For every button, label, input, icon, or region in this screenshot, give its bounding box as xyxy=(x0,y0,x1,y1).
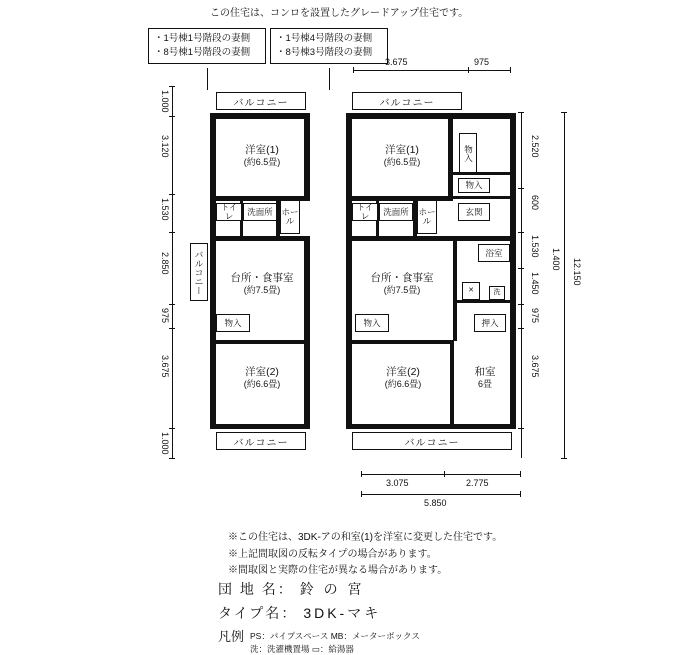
note-3: ※間取図と実際の住宅が異なる場合があります。 xyxy=(228,565,448,576)
dim-left-2: 3.120 xyxy=(160,135,170,158)
note-2: ※上記間取図の反転タイプの場合があります。 xyxy=(228,548,437,560)
dim-bottom-2775: 2.775 xyxy=(466,478,489,488)
dim-bottom-5850: 5.850 xyxy=(424,498,447,508)
dim-right-1400: 1.400 xyxy=(551,248,561,271)
wall-right-entry-n xyxy=(453,196,516,199)
dim-left-chain xyxy=(172,86,173,458)
room-left-kitchen-name: 台所・食事室 xyxy=(230,272,294,284)
room-right-yoshitsu1-name: 洋室(1) xyxy=(385,144,419,156)
room-left-yoshitsu2-size: (約6.6畳) xyxy=(243,379,281,390)
callout-right-line-1: ・1号棟4号階段の妻側 xyxy=(276,33,373,44)
cell-right-hall: ホール xyxy=(417,200,437,234)
cell-right-washer: 洗 xyxy=(489,286,505,300)
cell-right-washroom: 洗面所 xyxy=(379,203,413,221)
room-right-washitsu xyxy=(459,366,511,390)
dim-tick xyxy=(169,304,175,305)
callout-left-line-2: ・8号棟1号階段の妻側 xyxy=(154,46,251,58)
wall-right-bath-s xyxy=(453,300,516,303)
dim-right-2520: 2.520 xyxy=(530,135,540,158)
type-label: タイプ名 xyxy=(218,605,282,622)
dim-bottom-3075: 3.075 xyxy=(386,478,409,488)
wall-left-bottom xyxy=(210,424,310,429)
callout-right xyxy=(270,28,388,64)
dim-tick xyxy=(353,67,354,73)
type-value: 3DK-マキ xyxy=(303,605,382,622)
room-left-yoshitsu1-size: (約6.5畳) xyxy=(243,157,281,168)
wall-right-bottom xyxy=(346,424,516,429)
wall-right-div-2 xyxy=(346,236,516,241)
room-left-yoshitsu1 xyxy=(222,144,302,168)
room-right-yoshitsu1-size: (約6.5畳) xyxy=(383,157,421,168)
cell-right-storage-2: 物入 xyxy=(458,178,490,193)
wall-right-vert-2 xyxy=(450,340,454,428)
dim-tick xyxy=(518,112,524,113)
callout-right-line-2: ・8号棟3号階段の妻側 xyxy=(276,46,373,58)
estate-label: 団 地 名 xyxy=(218,581,278,597)
balcony-top-left: バルコニー xyxy=(216,92,306,110)
dim-left-4: 2.850 xyxy=(160,252,170,275)
legend-line-1: PS：パイプスペース MB：メーターボックス xyxy=(250,630,420,641)
room-right-yoshitsu2-size: (約6.6畳) xyxy=(384,379,422,390)
wall-right-outer-e-2 xyxy=(510,236,516,428)
cell-right-waterheater: ✕ xyxy=(462,282,480,300)
dim-tick xyxy=(169,194,175,195)
wall-right-outer-w2 xyxy=(346,300,352,428)
wall-left-outer-e xyxy=(304,236,310,428)
room-right-kitchen-size: (約7.5畳) xyxy=(383,285,421,296)
callout-left xyxy=(148,28,266,64)
dim-tick xyxy=(561,112,567,113)
dim-tick xyxy=(561,458,567,459)
dim-tick xyxy=(169,116,175,117)
dim-left-6: 3.675 xyxy=(160,355,170,378)
room-right-washitsu-name: 和室 xyxy=(474,366,496,378)
dim-right-1530: 1.530 xyxy=(530,235,540,258)
callout-left-line-1: ・1号棟1号階段の妻側 xyxy=(154,33,251,44)
dim-tick xyxy=(518,268,524,269)
cell-right-entrance: 玄関 xyxy=(458,203,490,221)
dim-tick xyxy=(510,67,511,73)
balcony-bottom-right: バルコニー xyxy=(352,432,512,450)
dim-top-3675: 3.675 xyxy=(385,57,408,67)
dim-top-3675-line xyxy=(353,70,468,71)
room-right-kitchen xyxy=(355,272,449,296)
dim-tick xyxy=(518,328,524,329)
cell-left-washroom: 洗面所 xyxy=(243,203,277,221)
wall-right-bath-w xyxy=(453,241,457,341)
dim-tick xyxy=(169,232,175,233)
cell-right-bath: 浴室 xyxy=(478,244,510,262)
cell-right-storage-3: 物入 xyxy=(355,314,389,332)
room-right-yoshitsu1 xyxy=(358,144,446,168)
wall-left-div-3 xyxy=(210,340,310,344)
dim-tick xyxy=(169,428,175,429)
dim-tick xyxy=(361,491,362,497)
dim-top-975-line xyxy=(468,70,510,71)
room-right-yoshitsu2-name: 洋室(2) xyxy=(386,366,420,378)
cell-right-storage-1: 物入 xyxy=(459,133,477,173)
dim-left-3: 1.530 xyxy=(160,198,170,221)
room-right-washitsu-size: 6畳 xyxy=(477,379,492,390)
dim-bottom-2775-line xyxy=(444,474,520,475)
cell-left-toilet: トイレ xyxy=(216,203,242,221)
dim-bottom-5850-line xyxy=(361,494,520,495)
room-left-kitchen-size: (約7.5畳) xyxy=(243,285,281,296)
room-left-yoshitsu2-name: 洋室(2) xyxy=(245,366,279,378)
note-1: ※この住宅は、3DK-アの和室(1)を洋室に変更した住宅です。 xyxy=(228,532,503,543)
top-note: この住宅は、コンロを設置したグレードアップ住宅です。 xyxy=(210,8,469,19)
wall-left-mid-e xyxy=(304,113,310,201)
balcony-bottom-left: バルコニー xyxy=(216,432,306,450)
dim-bottom-3075-line xyxy=(361,474,444,475)
cell-right-closet: 押入 xyxy=(474,314,506,332)
title-block xyxy=(218,578,420,655)
dim-top-975: 975 xyxy=(474,57,490,67)
dim-tick xyxy=(169,328,175,329)
dim-tick xyxy=(520,491,521,497)
dim-left-5: 975 xyxy=(160,308,170,324)
dim-tick xyxy=(169,458,175,459)
dim-right-12150: 12.150 xyxy=(572,258,582,286)
room-left-yoshitsu2 xyxy=(222,366,302,390)
balcony-side-left: バルコニー xyxy=(190,243,208,301)
wall-right-outer-e-1 xyxy=(510,113,516,243)
dim-left-7: 1.000 xyxy=(160,432,170,455)
dim-tick xyxy=(518,428,524,429)
dim-tick xyxy=(169,86,175,87)
dim-left-1: 1.000 xyxy=(160,90,170,113)
dim-tick xyxy=(518,188,524,189)
cell-left-hall: ホール xyxy=(280,200,300,234)
wall-right-top xyxy=(346,113,516,119)
dim-tick xyxy=(520,471,521,477)
dim-tick xyxy=(361,471,362,477)
dim-right-chain-outer xyxy=(564,112,565,458)
estate-value: 鈴 の 宮 xyxy=(299,581,365,597)
cell-left-storage: 物入 xyxy=(216,314,250,332)
dim-right-1450: 1.450 xyxy=(530,272,540,295)
notes-block xyxy=(228,530,502,580)
dim-right-3675: 3.675 xyxy=(530,355,540,378)
callout-right-leader xyxy=(329,68,330,90)
legend-line-2: 洗：洗濯機置場 ▭：給湯器 xyxy=(250,643,354,654)
cell-right-toilet: トイレ xyxy=(352,203,378,221)
room-right-kitchen-name: 台所・食事室 xyxy=(370,272,434,284)
wall-right-vert-1 xyxy=(448,113,453,201)
balcony-top-right: バルコニー xyxy=(352,92,462,110)
legend-label: 凡例 xyxy=(218,628,245,644)
callout-left-leader xyxy=(207,68,208,90)
estate-sep: ： xyxy=(277,581,294,597)
wall-left-top xyxy=(210,113,310,119)
dim-right-600: 600 xyxy=(530,195,540,211)
dim-tick xyxy=(518,232,524,233)
type-sep: ： xyxy=(281,605,298,622)
room-left-kitchen xyxy=(215,272,309,296)
room-left-yoshitsu1-name: 洋室(1) xyxy=(245,144,279,156)
dim-right-975: 975 xyxy=(530,308,540,324)
wall-right-div-3 xyxy=(346,340,454,344)
wall-left-kitchen-top xyxy=(216,236,310,239)
dim-right-chain-inner xyxy=(521,112,522,458)
dim-tick xyxy=(518,304,524,305)
room-right-yoshitsu2 xyxy=(360,366,446,390)
